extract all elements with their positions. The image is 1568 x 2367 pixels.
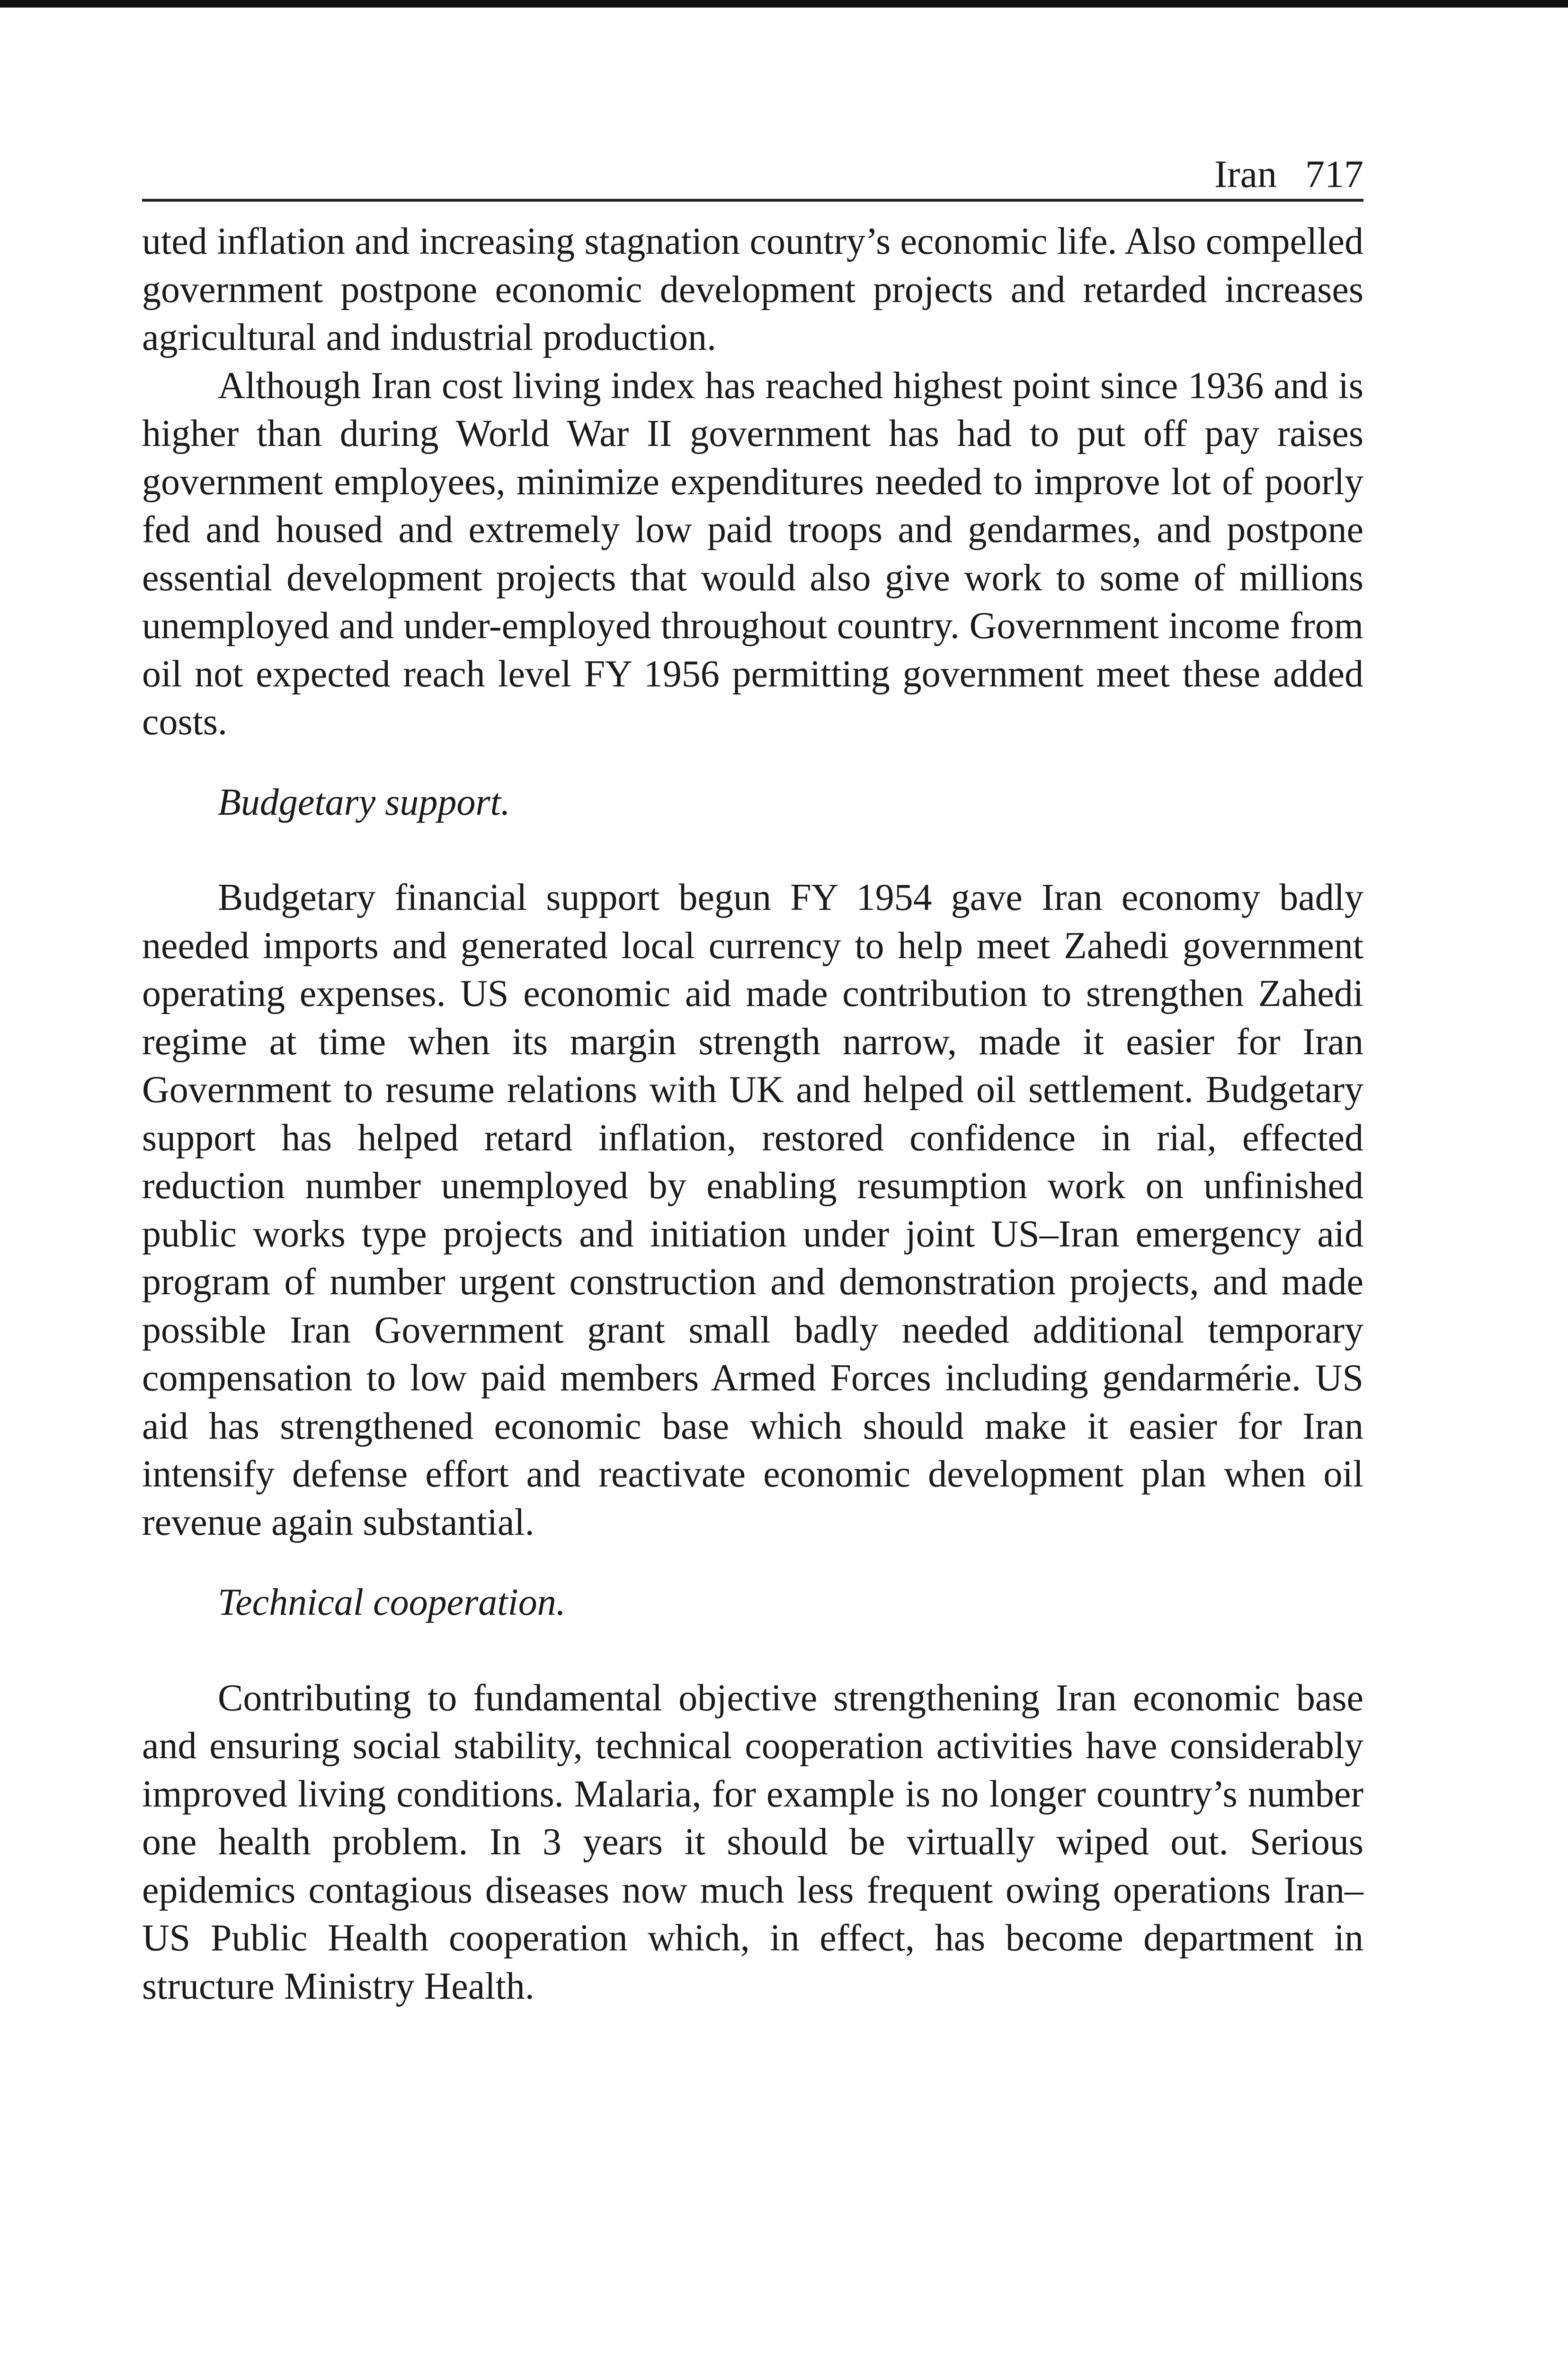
paragraph-continued: uted inflation and increasing stagnation country’s economic life. Also compelled government postpone economic development projects and retarded increases agricultural and industrial production. bbox=[142, 221, 1363, 358]
section-heading-technical-cooperation: Technical cooperation. bbox=[218, 1582, 566, 1623]
section-heading-budgetary-support: Budgetary support. bbox=[218, 781, 510, 823]
page-top-edge bbox=[0, 0, 1568, 8]
paragraph-cost-of-living: Although Iran cost living index has reached highest point since 1936 and is higher than during World War II government has had to put off pay raises government employees, minimize expenditures needed to improve lot of poorly fed and housed and extremely low paid troops and gendarmes, and postpone essential development projects that would also give work to some of millions unemployed and under-employed throughout country. Government income from oil not expected reach level FY 1956 permitting government meet these added costs. bbox=[142, 365, 1363, 743]
document-page bbox=[142, 151, 1363, 2011]
paragraph-technical-cooperation: Contributing to fundamental objective strengthening Iran economic base and ensuring social stability, technical cooperation activities have considerably improved living conditions. Malaria, for example is no longer country’s number one health problem. In 3 years it should be virtually wiped out. Serious epidemics contagious diseases now much less frequent owing operations Iran–US Public Health cooperation which, in effect, has become department in structure Ministry Health. bbox=[142, 1677, 1363, 2007]
running-title: Iran bbox=[1214, 152, 1277, 196]
running-header bbox=[142, 151, 1363, 202]
paragraph-budgetary-support: Budgetary financial support begun FY 1954 gave Iran economy badly needed imports and generated local currency to help meet Zahedi government operating expenses. US economic aid made contribution to strengthen Zahedi regime at time when its margin strength narrow, made it easier for Iran Government to resume relations with UK and helped oil settlement. Budgetary support has helped retard inflation, restored confidence in rial, effected reduction number unemployed by enabling resumption work on unfinished public works type projects and initiation under joint US–Iran emergency aid program of number urgent construction and demonstration projects, and made possible Iran Government grant small badly needed additional temporary compensation to low paid members Armed Forces including gendarmérie. US aid has strengthened economic base which should make it easier for Iran intensify defense effort and reactivate economic development plan when oil revenue again substantial. bbox=[142, 877, 1363, 1543]
document-body bbox=[142, 218, 1363, 2011]
page-number: 717 bbox=[1305, 152, 1363, 196]
